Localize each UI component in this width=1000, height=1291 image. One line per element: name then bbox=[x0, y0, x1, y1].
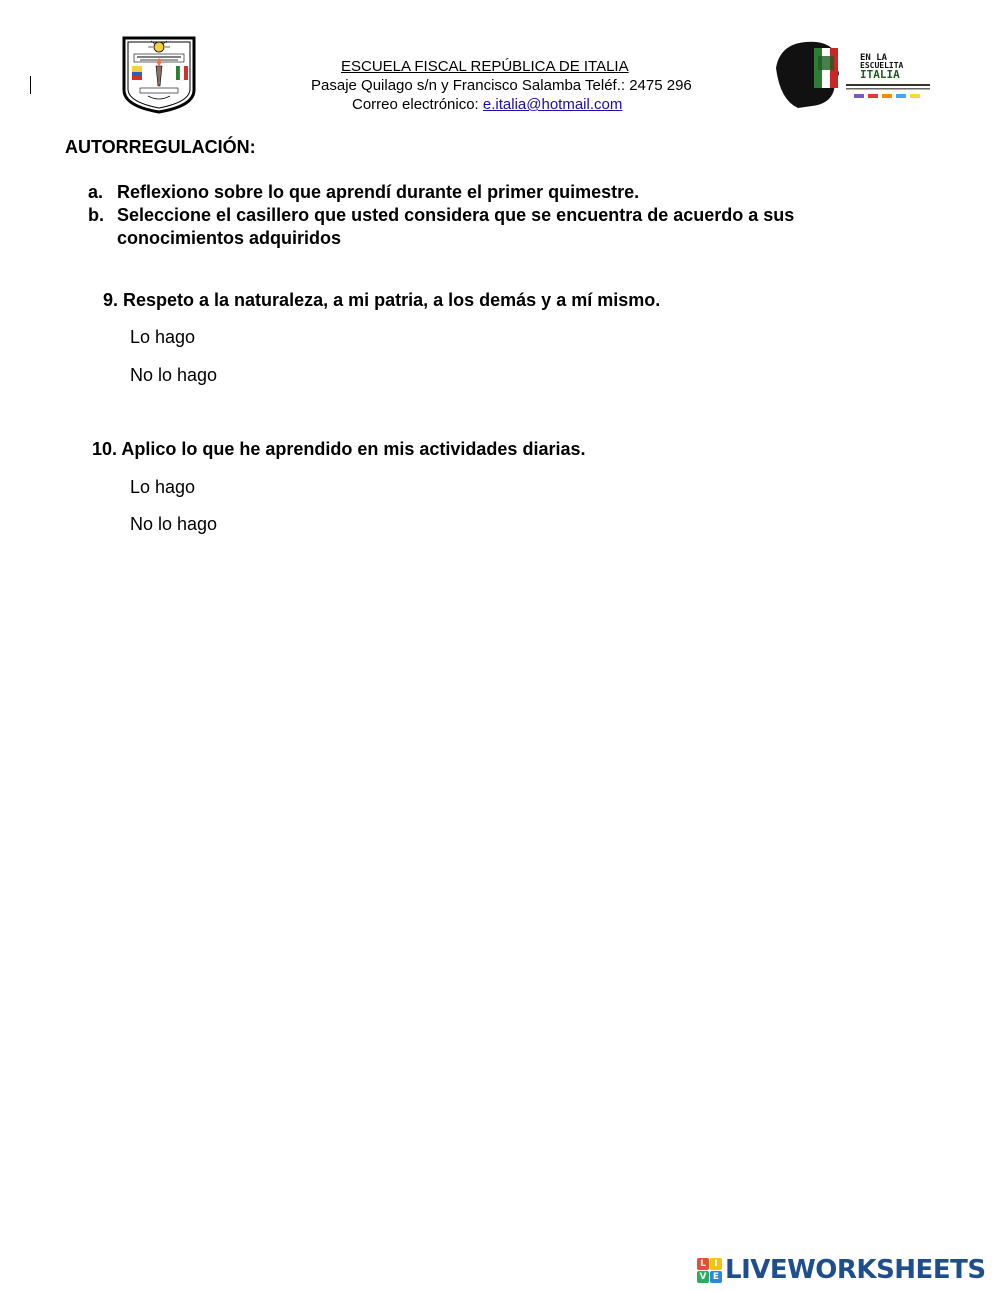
liveworksheets-icon bbox=[697, 1258, 722, 1283]
instruction-marker: a. bbox=[88, 182, 104, 202]
school-crest-logo bbox=[118, 32, 200, 114]
brand-icon-letter-e: E bbox=[710, 1271, 722, 1283]
brand-icon-letter-i: I bbox=[710, 1258, 722, 1270]
liveworksheets-brand bbox=[697, 1254, 986, 1286]
question-10: 10. Aplico lo que he aprendido en mis actividades diarias. bbox=[92, 439, 586, 459]
q9-option-lo-hago[interactable]: Lo hago bbox=[130, 327, 196, 347]
instruction-text: Reflexiono sobre lo que aprendí durante el primer quimestre. bbox=[117, 182, 640, 202]
instruction-b bbox=[88, 204, 888, 250]
email-label: Correo electrónico: bbox=[352, 96, 483, 113]
email-link[interactable]: e.italia@hotmail.com bbox=[482, 96, 623, 113]
instruction-text: Seleccione el casillero que usted considera que se encuentra de acuerdo a sus conocimientos adquiridos bbox=[117, 205, 795, 248]
logo-text-line2: ESCUELITA bbox=[860, 61, 904, 70]
instruction-a bbox=[88, 181, 888, 204]
text-cursor bbox=[30, 76, 31, 94]
school-name: ESCUELA FISCAL REPÚBLICA DE ITALIA bbox=[341, 58, 629, 75]
q9-option-no-lo-hago[interactable]: No lo hago bbox=[130, 365, 218, 385]
q10-option-no-lo-hago[interactable]: No lo hago bbox=[130, 514, 218, 534]
question-9: 9. Respeto a la naturaleza, a mi patria, a los demás y a mí mismo. bbox=[103, 290, 661, 310]
section-heading: AUTORREGULACIÓN: bbox=[65, 137, 256, 157]
q10-option-lo-hago[interactable]: Lo hago bbox=[130, 477, 196, 497]
brand-icon-letter-v: V bbox=[697, 1271, 709, 1283]
school-address: Pasaje Quilago s/n y Francisco Salamba Teléf.: 2475 296 bbox=[311, 77, 692, 94]
instruction-marker: b. bbox=[88, 205, 104, 225]
brand-icon-letter-l: L bbox=[697, 1258, 709, 1270]
escuelita-italia-logo bbox=[772, 38, 934, 110]
logo-text-line3: ITALIA bbox=[860, 68, 900, 81]
logo-text-line1: EN LA bbox=[860, 53, 888, 63]
email-line bbox=[352, 96, 622, 113]
brand-wordmark: LIVEWORKSHEETS bbox=[725, 1255, 986, 1285]
